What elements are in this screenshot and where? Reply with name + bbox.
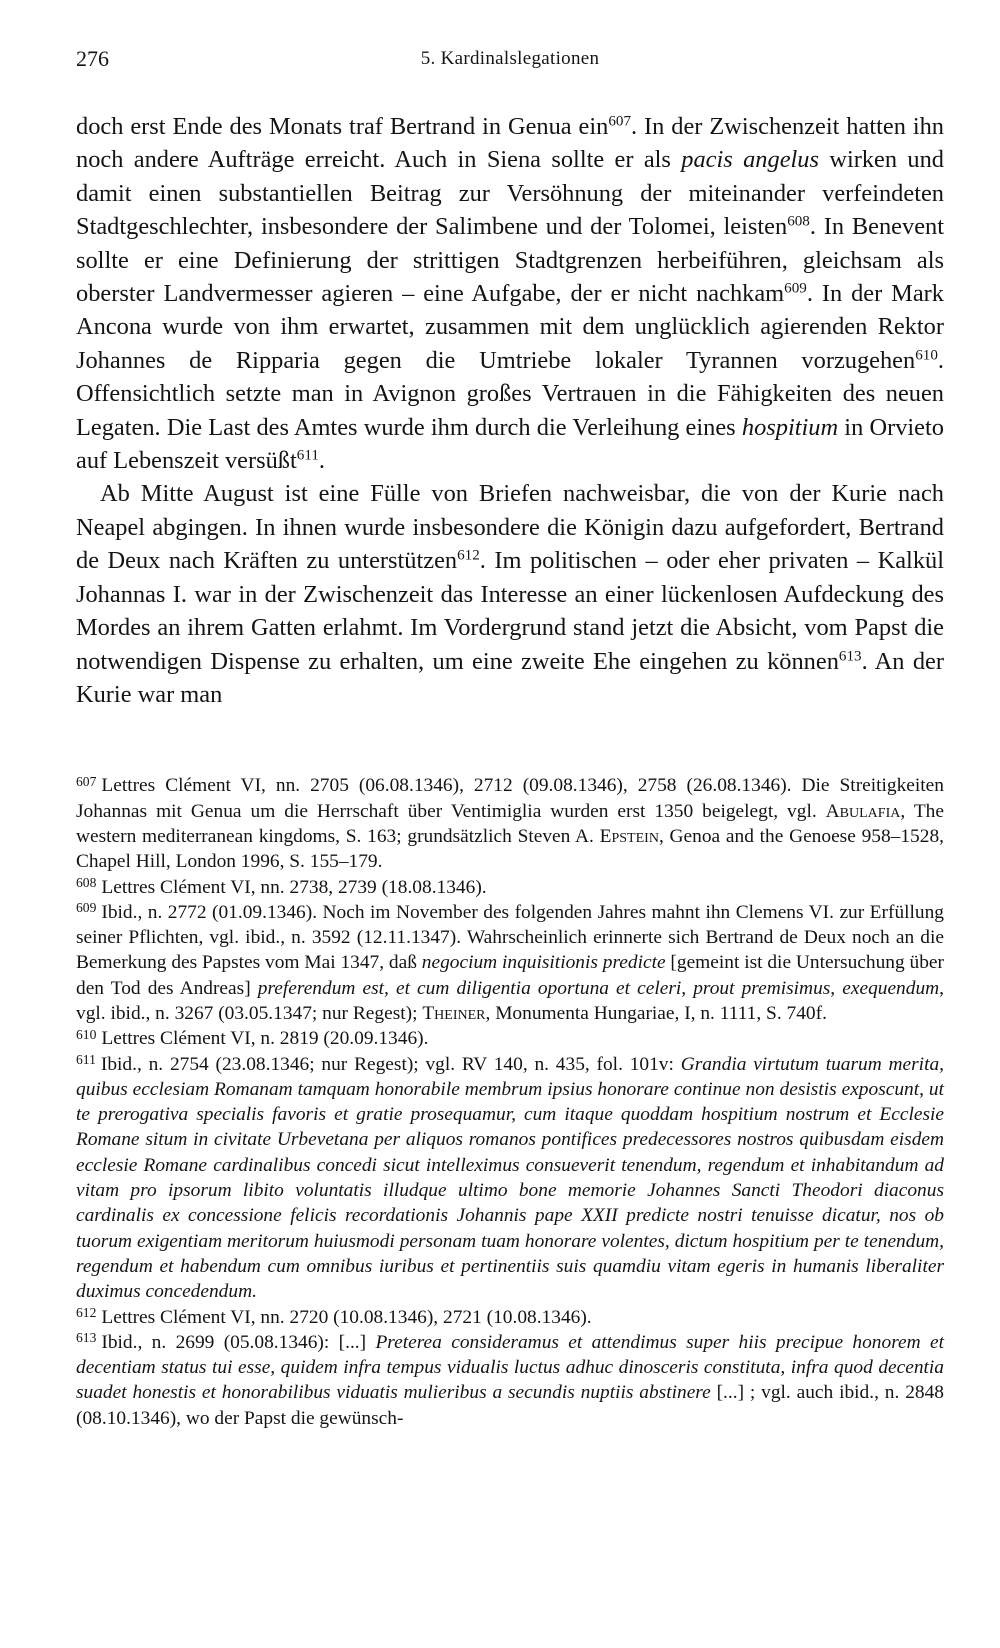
footnote-ref: 608 (787, 213, 810, 230)
footnote-number: 611 (76, 1052, 96, 1068)
footnote: $^{611}$ Ibid., n. 2754 (23.08.1346; nur Regest); vgl. RV 140, n. 435, fol. 101v: Grandia virtutum tuarum merita, quibus ecclesiam Romanam tamquam honorabile membrum ipsius honorare continue non desistis exposcunt, ut te prerogativa specialis favoris et gratie prosequamur, cum itaque quoddam hospitium nostrum et Ecclesie Romane situm in civitate Urbevetana per aliquos romanos pontifices predecessores nostros quibusdam eisdem ecclesie Romane cardinalibus concedi sicut intelleximus consueverit tenendum, regendum et inhabitandum ad vitam pro ipsorum libito voluntatis illudque ultimo bone memorie Johannes Sancti Theodori diaconus cardinalis ex concessione felicis recordationis Johannis pape XXII predicte nostri tenuisse dicatur, nos ob tuorum exigentiam meritorum huiusmodi personam tuam honorare volentes, dictum hospitium per te tenendum, regendum et habendum cum omnibus iuribus et pertinentiis suis quamdiu vitam egeris in humanis liberaliter duximus concedendum. (76, 1052, 945, 1303)
footnote-ref: 607 (608, 113, 632, 130)
footnote-ref: 612 (457, 547, 480, 564)
footnote: $^{609}$ Ibid., n. 2772 (01.09.1346). Noch im November des folgenden Jahres mahnt ihn Clemens VI. zur Erfüllung seiner Pflichten, vgl. ibid., n. 3592 (12.11.1347). Wahrscheinlich erinnerte sich Bertrand de Deux noch an die Bemerkung des Papstes vom Mai 1347, daß negocium inquisitionis predicte [gemeint ist die Untersuchung über den Tod des Andreas] preferendum est, et cum diligentia oportuna et celeri, prout premisimus, exequendum, vgl. ibid., n. 3267 (03.05.1347; nur Regest); Theiner, Monumenta Hungariae, I, n. 1111, S. 740f. (76, 900, 945, 1024)
footnote-ref: 613 (838, 648, 862, 665)
book-page (76, 46, 944, 1431)
footnote-number: 610 (76, 1026, 97, 1042)
footnote: $^{607}$ Lettres Clément VI, nn. 2705 (06.08.1346), 2712 (09.08.1346), 2758 (26.08.1346). Die Streitigkeiten Johannas mit Genua um die Herrschaft über Ventimiglia wurden erst 1350 beigelegt, vgl. Abulafia, The western mediterranean kingdoms, S. 163; grundsätzlich Steven A. Epstein, Genoa and the Genoese 958–1528, Chapel Hill, London 1996, S. 155–179. (76, 773, 944, 873)
footnotes (76, 773, 944, 1431)
page-number: 276 (76, 46, 109, 71)
footnote-ref: 610 (915, 347, 938, 364)
footnote-number: 608 (76, 875, 97, 891)
footnote: $^{612}$ Lettres Clément VI, nn. 2720 (10.08.1346), 2721 (10.08.1346). (76, 1305, 592, 1328)
latin-quote: Grandia virtutum tuarum merita, quibus ecclesiam Romanam tamquam honorabile membrum ipsius honorare continue non desistis exposcunt, ut te prerogativa specialis favoris et gratie prosequamur, cum itaque quoddam hospitium nostrum et Ecclesie Romane situm in civitate Urbevetana per aliquos romanos pontifices predecessores nostros quibusdam eisdem ecclesie Romane cardinalibus concedi sicut intelleximus consueverit tenendum, regendum et inhabitandum ad vitam pro ipsorum libito voluntatis illudque ultimo bone memorie Johannes Sancti Theodori diaconus cardinalis ex concessione felicis recordationis Johannis pape XXII predicte nostri tenuisse dicatur, nos ob tuorum exigentiam meritorum huiusmodi personam tuam honorare volentes, dictum hospitium per te tenendum, regendum et habendum cum omnibus iuribus et pertinentiis suis quamdiu vitam egeris in humanis liberaliter duximus concedendum. (76, 1053, 945, 1303)
footnote-number: 607 (76, 773, 97, 789)
footnote-number: 613 (76, 1330, 97, 1346)
footnote-ref: 611 (296, 447, 319, 464)
latin-quote: preferendum est, et cum diligentia oportuna et celeri, prout premisimus, exequendum (257, 977, 940, 999)
author-name: Theiner (422, 1002, 486, 1024)
footnote: $^{613}$ Ibid., n. 2699 (05.08.1346): [...] Preterea consideramus et attendimus super hiis precipue honorem et decentiam status tui esse, quidem infra tempus vidualis luctus adhuc dinosceris constituta, infra quod decentia suadet honestis et honorabilibus viduatis mulieribus a secundis nuptiis abstinere [...] ; vgl. auch ibid., n. 2848 (08.10.1346), wo der Papst die gewünsch- (76, 1330, 944, 1429)
paragraph: doch erst Ende des Monats traf Bertrand in Genua ein$^{607}$. In der Zwischenzeit hatten ihn noch andere Aufträge erreicht. Auch in Siena sollte er als pacis angelus wirken und damit einen substantiellen Beitrag zur Versöhnung der miteinander verfeindeten Stadtgeschlechter, insbesondere der Salimbene und der Tolomei, leisten$^{608}$. In Benevent sollte er eine Definierung der strittigen Stadtgrenzen herbeiführen, gleichsam als oberster Landvermesser agieren – eine Aufgabe, der er nicht nachkam$^{609}$. In der Mark Ancona wurde von ihm erwartet, zusammen mit dem unglücklich agierenden Rektor Johannes de Ripparia gegen die Umtriebe lokaler Tyrannen vorzugehen$^{610}$. Offensichtlich setzte man in Avignon großes Vertrauen in die Fähigkeiten des neuen Legaten. Die Last des Amtes wurde ihm durch die Verleihung eines hospitium in Orvieto auf Lebenszeit versüßt$^{611}$. (76, 113, 945, 475)
running-title: 5. Kardinalslegationen (420, 48, 600, 69)
footnote: $^{608}$ Lettres Clément VI, nn. 2738, 2739 (18.08.1346). (76, 875, 487, 898)
author-name: Epstein (599, 825, 659, 847)
latin-quote: Preterea consideramus et attendimus super hiis precipue honorem et decentiam status tui esse, quidem infra tempus vidualis luctus adhuc dinosceris constituta, infra quod decentia suadet honestis et honorabilibus viduatis mulieribus a secundis nuptiis abstinere (76, 1331, 944, 1404)
main-text (76, 110, 944, 711)
footnote: $^{610}$ Lettres Clément VI, n. 2819 (20.09.1346). (76, 1026, 429, 1050)
paragraph: Ab Mitte August ist eine Fülle von Briefen nachweisbar, die von der Kurie nach Neapel abgingen. In ihnen wurde insbesondere die Königin dazu aufgefordert, Bertrand de Deux nach Kräften zu unterstützen$^{612}$. Im politischen – oder eher privaten – Kalkül Johannas I. war in der Zwischenzeit das Interesse an einer lückenlosen Aufdeckung des Mordes an ihrem Gatten erlahmt. Im Vordergrund stand jetzt die Absicht, vom Papst die notwendigen Dispense zu erhalten, um eine zweite Ehe eingehen zu können$^{613}$. An der Kurie war man (76, 480, 945, 708)
page-header (76, 46, 944, 76)
latin-term: hospitium (741, 413, 839, 441)
latin-term: pacis angelus (681, 146, 819, 174)
footnote-number: 612 (76, 1305, 97, 1321)
footnote-number: 609 (76, 900, 97, 916)
latin-quote: negocium inquisitionis predicte (421, 952, 666, 974)
author-name: Abulafia (825, 800, 901, 822)
footnote-ref: 609 (784, 280, 807, 297)
